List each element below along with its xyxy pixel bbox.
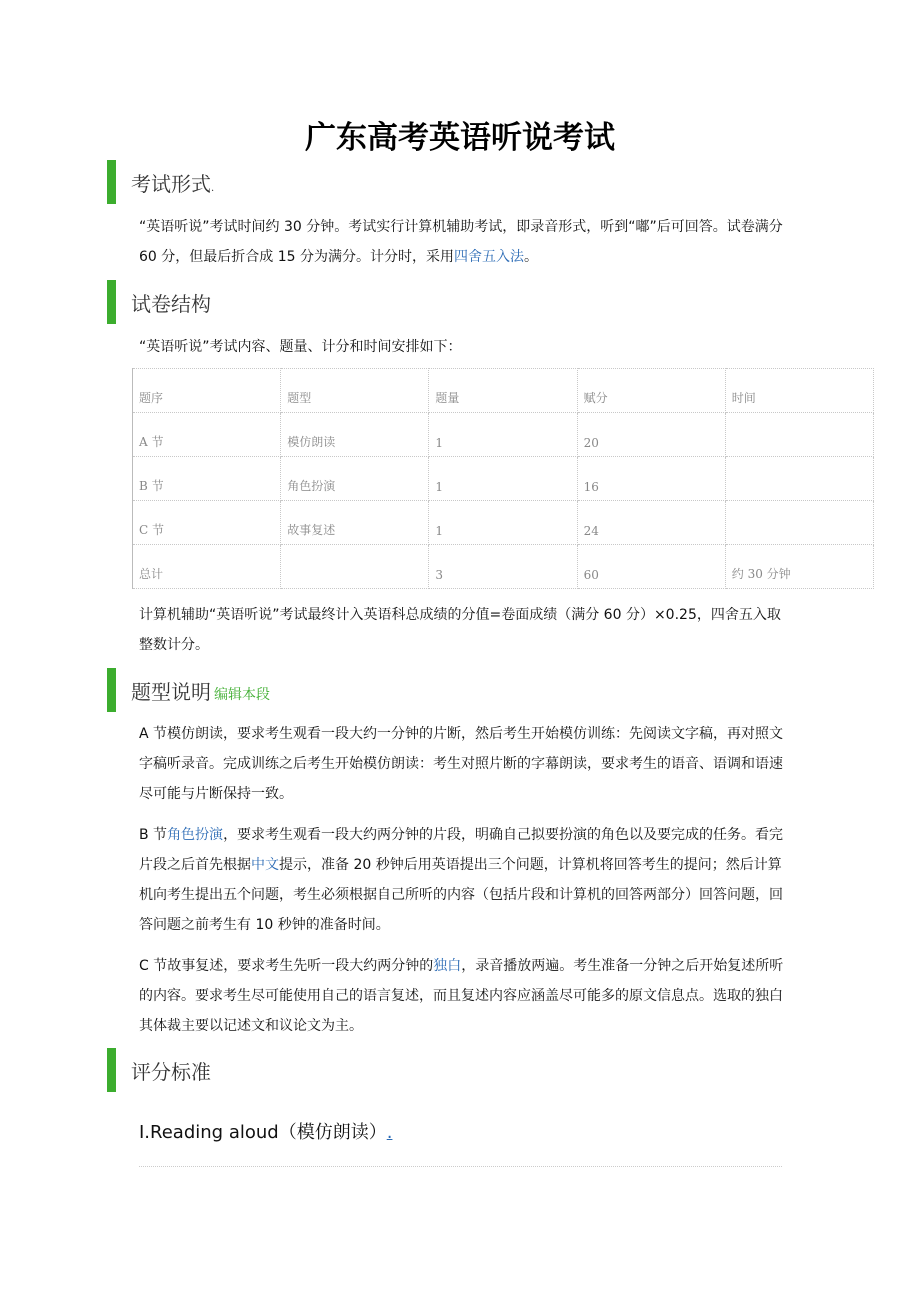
table-cell: 16: [577, 457, 725, 501]
table-cell: 总计: [133, 545, 281, 589]
reading-aloud-heading: I.Reading aloud（模仿朗读）.: [139, 1122, 393, 1143]
section-paper-structure: [107, 280, 807, 324]
structure-intro: “英语听说”考试内容、题量、计分和时间安排如下：: [139, 339, 462, 355]
table-cell: B 节: [133, 457, 281, 501]
section-bar: [107, 668, 116, 712]
table-row: [133, 369, 874, 413]
table-row: [133, 501, 874, 545]
section-heading: 题型说明 编辑本段: [131, 680, 270, 704]
table-cell: [281, 545, 429, 589]
section-scoring-criteria: [107, 1048, 807, 1092]
table-cell: 1: [429, 457, 577, 501]
section-question-types: [107, 668, 807, 712]
chinese-link[interactable]: 中文: [251, 857, 279, 873]
page-title: 广东高考英语听说考试: [305, 120, 615, 156]
table-cell: 1: [429, 413, 577, 457]
table-cell: 故事复述: [281, 501, 429, 545]
table-cell: [725, 501, 873, 545]
table-cell: A 节: [133, 413, 281, 457]
table-cell: 60: [577, 545, 725, 589]
part-c-paragraph: C 节故事复述，要求考生先听一段大约两分钟的独白，录音播放两遍。考生准备一分钟之后开始复述所听的内容。要求考生尽可能使用自己的语言复述，而且复述内容应涵盖尽可能多的原文信息点。选取的独白其体裁主要以记述文和议论文为主。: [139, 958, 784, 1034]
part-a-paragraph: A 节模仿朗读，要求考生观看一段大约一分钟的片断，然后考生开始模仿训练：先阅读文字稿，再对照文字稿听录音。完成训练之后考生开始模仿朗读：考生对照片断的字幕朗读，要求考生的语音、语调和语速尽可能与片断保持一致。: [139, 726, 784, 802]
section-heading: 考试形式.: [131, 172, 215, 196]
section-bar: [107, 160, 116, 204]
table-cell: 模仿朗读: [281, 413, 429, 457]
table-cell: 题型: [281, 369, 429, 413]
section-heading: 评分标准: [131, 1060, 211, 1084]
table-row: [133, 545, 874, 589]
table-cell: 题量: [429, 369, 577, 413]
table-row: [133, 413, 874, 457]
rounding-link[interactable]: 四舍五入法: [453, 249, 524, 265]
table-cell: 3: [429, 545, 577, 589]
exam-form-paragraph: “英语听说”考试时间约 30 分钟。考试实行计算机辅助考试，即录音形式，听到“嘟”后可回答。试卷满分 60 分，但最后折合成 15 分为满分。计分时，采用四舍五入法。: [139, 219, 783, 265]
table-row: [133, 457, 874, 501]
reading-anchor-link[interactable]: .: [386, 1122, 393, 1143]
table-cell: 赋分: [577, 369, 725, 413]
section-heading: 试卷结构: [131, 292, 211, 316]
section-bar: [107, 1048, 116, 1092]
table-cell: 题序: [133, 369, 281, 413]
table-cell: 24: [577, 501, 725, 545]
monologue-link[interactable]: 独白: [433, 958, 462, 974]
role-play-link[interactable]: 角色扮演: [167, 827, 224, 843]
divider: [139, 1166, 782, 1167]
table-cell: 约 30 分钟: [725, 545, 873, 589]
section-exam-form: [107, 160, 807, 204]
edit-section-link[interactable]: 编辑本段: [214, 687, 270, 703]
table-cell: 时间: [725, 369, 873, 413]
table-cell: [725, 457, 873, 501]
exam-structure-table: [132, 368, 874, 589]
table-cell: 角色扮演: [281, 457, 429, 501]
part-b-paragraph: B 节角色扮演，要求考生观看一段大约两分钟的片段，明确自己拟要扮演的角色以及要完成的任务。看完片段之后首先根据中文提示，准备 20 秒钟后用英语提出三个问题，计算机将回答考生的提问；然后计算机向考生提出五个问题，考生必须根据自己所听的内容（包括片段和计算机的回答两部分）回答问题，回答问题之前考生有 10 秒钟的准备时间。: [139, 827, 784, 933]
table-cell: 20: [577, 413, 725, 457]
section-bar: [107, 280, 116, 324]
table-cell: C 节: [133, 501, 281, 545]
table-cell: 1: [429, 501, 577, 545]
score-note-paragraph: 计算机辅助“英语听说”考试最终计入英语科总成绩的分值=卷面成绩（满分 60 分）×0.25，四舍五入取整数计分。: [139, 607, 781, 653]
table-cell: [725, 413, 873, 457]
